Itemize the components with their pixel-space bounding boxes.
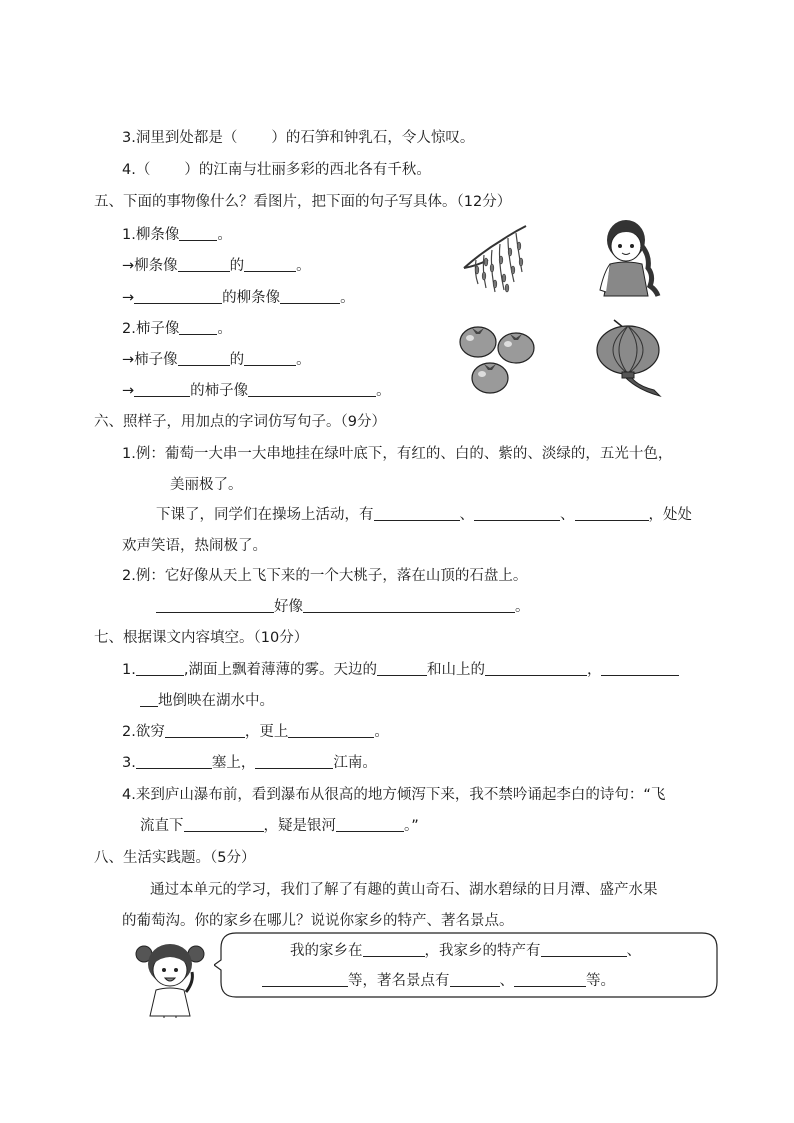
bubble-line1	[290, 941, 641, 961]
s5-q2-text: →柿子像	[122, 352, 178, 368]
s4-q4	[122, 160, 431, 180]
answer-blank[interactable]	[179, 319, 217, 335]
answer-blank[interactable]	[184, 816, 264, 832]
bubble-text: 等。	[586, 973, 615, 989]
s7-q3	[122, 753, 377, 773]
s5-q1-text: 的	[229, 258, 245, 274]
answer-blank[interactable]	[280, 288, 340, 304]
s5-heading: 五、下面的事物像什么？看图片，把下面的句子写具体。（12分）	[94, 194, 512, 210]
s6-q2-text: 好像	[274, 599, 303, 615]
answer-blank[interactable]	[248, 381, 376, 397]
answer-blank[interactable]	[134, 381, 190, 397]
s6-q1-example-line1: 1.例：葡萄一大串一大串地挂在绿叶底下，有红的、白的、紫的、淡绿的，五光十色，	[122, 446, 673, 462]
s7-q2-text: ，更上	[244, 724, 289, 740]
answer-blank[interactable]	[575, 505, 649, 521]
bubble-text: 我的家乡在	[290, 943, 363, 959]
s6-q1-task-line1	[156, 505, 692, 525]
s4-q4-pre: 4.（	[122, 162, 151, 178]
period: 。	[296, 258, 311, 274]
s5-q2-text: 的柿子像	[190, 383, 249, 399]
bubble-text: 等，著名景点有	[348, 973, 450, 989]
persimmons-icon	[458, 320, 538, 396]
s7-q4-text: ，疑是银河	[263, 818, 336, 834]
answer-blank[interactable]	[165, 722, 245, 738]
girl-with-braid-icon	[596, 216, 666, 298]
period: 。	[515, 599, 530, 615]
s7-q1-text: ,湖面上飘着薄薄的雾。天边的	[183, 662, 377, 678]
s7-q4-line2	[140, 816, 419, 836]
answer-blank[interactable]	[178, 256, 230, 272]
bubble-line2	[262, 971, 615, 991]
s5-q2-line3	[122, 381, 391, 401]
s6-q2-task	[156, 597, 530, 617]
answer-blank[interactable]	[244, 256, 296, 272]
arrow: →	[122, 383, 135, 399]
answer-blank[interactable]	[179, 225, 217, 241]
s7-q1-text: 1.	[122, 662, 136, 678]
s7-q4-line1: 4.来到庐山瀑布前，看到瀑布从很高的地方倾泻下来，我不禁吟诵起李白的诗句：“飞	[122, 787, 666, 803]
answer-blank[interactable]	[156, 597, 274, 613]
willow-branch-icon	[462, 222, 530, 298]
s7-q4-text: 。”	[404, 818, 419, 834]
period: 。	[217, 321, 232, 337]
s7-q1-text: 地倒映在湖水中。	[158, 693, 274, 709]
s7-heading: 七、根据课文内容填空。（10分）	[94, 630, 309, 646]
s6-heading: 六、照样子，用加点的字词仿写句子。（9分）	[94, 414, 386, 430]
s8-paragraph-line2: 的葡萄沟。你的家乡在哪儿？说说你家乡的特产、著名景点。	[122, 913, 514, 929]
arrow: →	[122, 290, 135, 306]
separator: 、	[560, 507, 575, 523]
s5-q1-text: 的柳条像	[222, 290, 281, 306]
s7-q3-text: 塞上，	[211, 755, 256, 771]
answer-blank[interactable]	[336, 816, 404, 832]
s7-q1-line2	[140, 691, 274, 711]
answer-blank[interactable]	[363, 941, 425, 957]
s7-q4-text: 流直下	[140, 818, 184, 834]
period: 。	[374, 724, 389, 740]
answer-blank[interactable]	[262, 971, 348, 987]
answer-blank[interactable]	[136, 660, 184, 676]
answer-blank[interactable]	[303, 597, 515, 613]
s5-q2-text: 的	[229, 352, 245, 368]
answer-blank[interactable]	[514, 971, 586, 987]
period: 。	[217, 227, 232, 243]
s7-q1-text: 和山上的	[426, 662, 485, 678]
s5-q1-text: 1.柳条像	[122, 227, 180, 243]
lantern-icon	[594, 318, 670, 398]
separator: 、	[499, 973, 514, 989]
period: 。	[296, 352, 311, 368]
s4-q3-post: ）的石笋和钟乳石，令人惊叹。	[271, 130, 475, 146]
answer-blank[interactable]	[541, 941, 627, 957]
s5-q2-line2	[122, 350, 311, 370]
s5-q1-line3	[122, 288, 355, 308]
s6-q2-example: 2.例：它好像从天上飞下来的一个大桃子，落在山顶的石盘上。	[122, 568, 528, 584]
answer-blank[interactable]	[450, 971, 500, 987]
answer-blank[interactable]	[255, 753, 333, 769]
s5-q1-line1	[122, 225, 232, 245]
answer-blank[interactable]	[244, 350, 296, 366]
separator: 、	[459, 507, 474, 523]
s4-q3	[122, 128, 474, 148]
girl-with-pigtails-icon	[134, 938, 208, 1018]
s7-q1-text: ，	[586, 662, 602, 678]
s8-heading: 八、生活实践题。（5分）	[94, 850, 256, 866]
answer-blank[interactable]	[377, 660, 427, 676]
answer-blank[interactable]	[601, 660, 679, 676]
separator: 、	[626, 943, 641, 959]
answer-blank[interactable]	[485, 660, 587, 676]
s5-q1-line2	[122, 256, 311, 276]
s4-q4-post: ）的江南与壮丽多彩的西北各有千秋。	[184, 162, 431, 178]
s4-q3-pre: 3.洞里到处都是（	[122, 130, 238, 146]
s8-paragraph-line1: 通过本单元的学习，我们了解了有趣的黄山奇石、湖水碧绿的日月潭、盛产水果	[150, 882, 658, 898]
period: 。	[376, 383, 391, 399]
s7-q1-line1	[122, 660, 679, 680]
s7-q2-text: 2.欲穷	[122, 724, 165, 740]
s6-q1-example-line2: 美丽极了。	[170, 477, 243, 493]
bubble-text: ，我家乡的特产有	[424, 943, 541, 959]
s6-q1-text: ，处处	[648, 507, 692, 523]
answer-blank[interactable]	[140, 691, 158, 707]
answer-blank[interactable]	[288, 722, 374, 738]
s6-q1-text: 下课了，同学们在操场上活动，有	[156, 507, 374, 523]
s5-q2-line1	[122, 319, 232, 339]
s7-q2	[122, 722, 389, 742]
s7-q3-text: 3.	[122, 755, 136, 771]
answer-blank[interactable]	[136, 753, 212, 769]
period: 。	[340, 290, 355, 306]
answer-blank[interactable]	[374, 505, 460, 521]
answer-blank[interactable]	[474, 505, 560, 521]
s5-q1-text: →柳条像	[122, 258, 178, 274]
s5-q2-text: 2.柿子像	[122, 321, 180, 337]
s6-q1-task-line2: 欢声笑语，热闹极了。	[122, 538, 267, 554]
answer-blank[interactable]	[178, 350, 230, 366]
s7-q3-text: 江南。	[333, 755, 377, 771]
answer-blank[interactable]	[134, 288, 222, 304]
